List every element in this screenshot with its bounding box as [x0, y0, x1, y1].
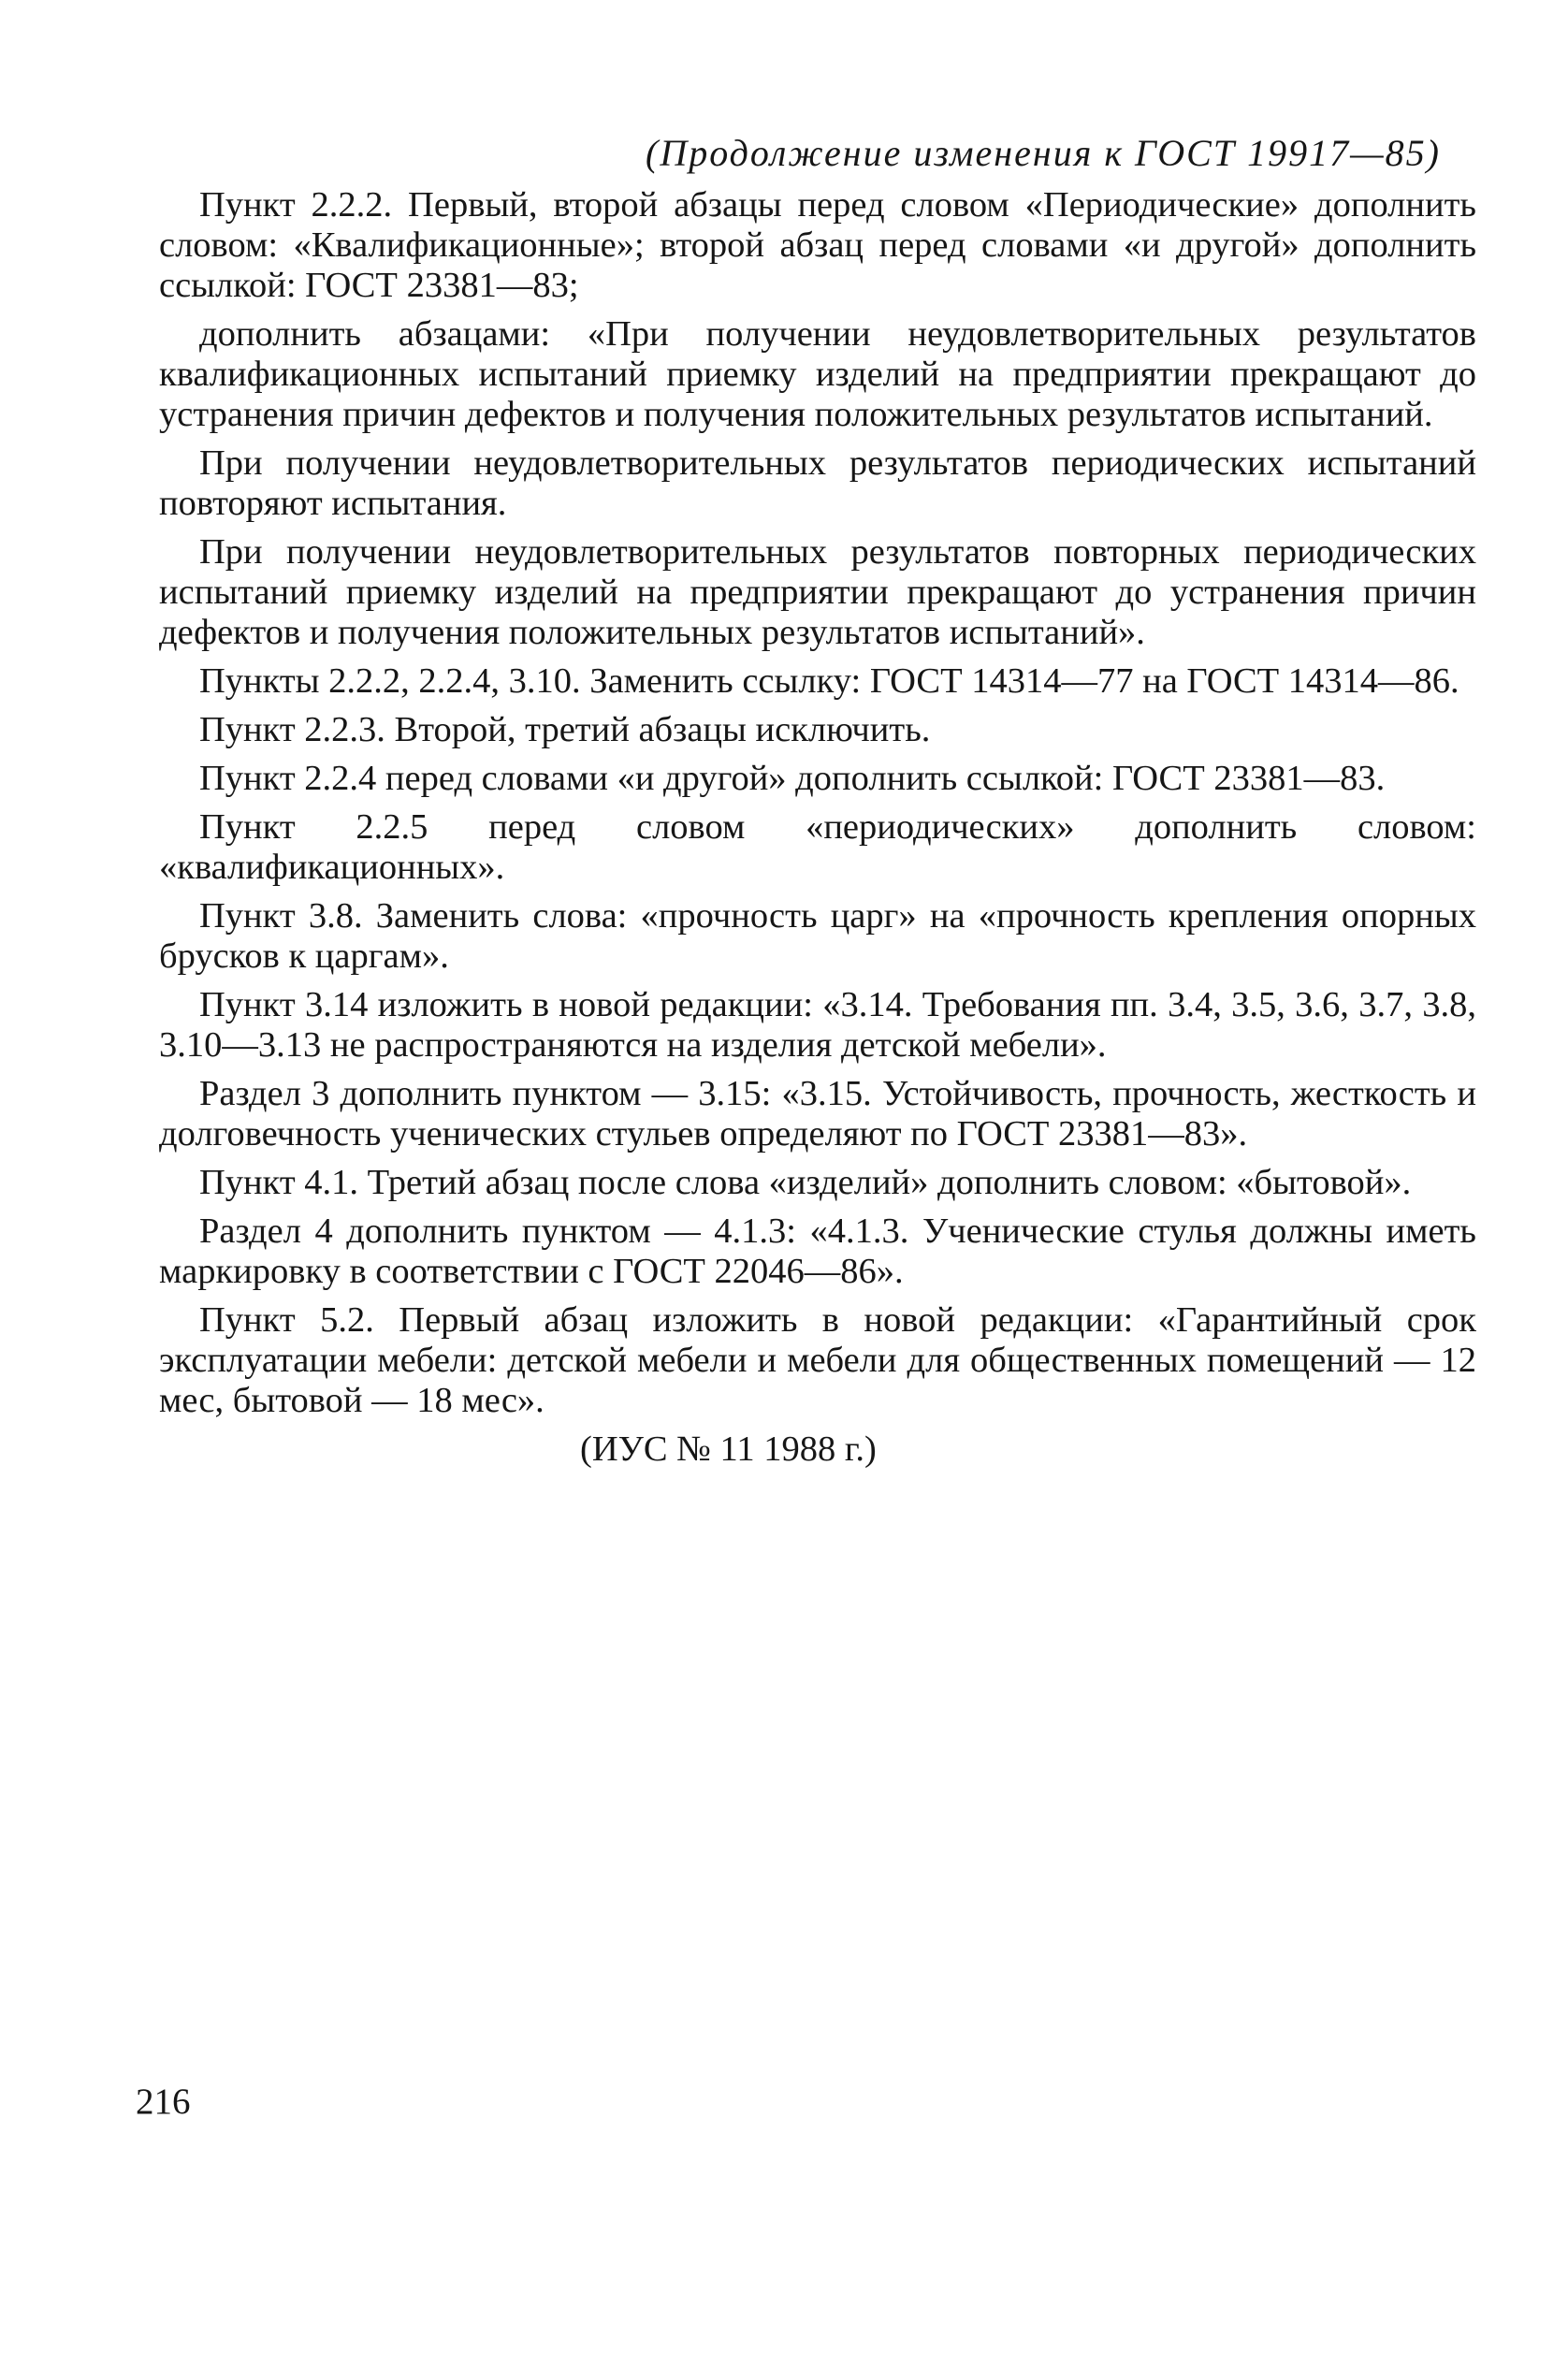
page-number: 216: [136, 2082, 191, 2122]
paragraph-section-3: Раздел 3 дополнить пунктом — 3.15: «3.15. Устойчивость, прочность, жесткость и долговечность ученических стульев определяют по ГОСТ 23381—83».: [159, 1074, 1476, 1153]
paragraph-point-2-2-5: Пункт 2.2.5 перед словом «периодических» дополнить словом: «квалификационных».: [159, 807, 1476, 887]
paragraph-point-4-1: Пункт 4.1. Третий абзац после слова «изделий» дополнить словом: «бытовой».: [199, 1163, 1412, 1202]
paragraph-point-2-2-3: Пункт 2.2.3. Второй, третий абзацы исключить.: [199, 710, 931, 749]
paragraph-point-5-2: Пункт 5.2. Первый абзац изложить в новой редакции: «Гарантийный срок эксплуатации мебели: детской мебели и мебели для общественных помещений — 12 мес, бытовой — 18 мес».: [159, 1300, 1476, 1420]
paragraph-reference-replacement: Пункты 2.2.2, 2.2.4, 3.10. Заменить ссылку: ГОСТ 14314—77 на ГОСТ 14314—86.: [199, 661, 1459, 701]
paragraph-repeated-tests: При получении неудовлетворительных результатов повторных периодических испытаний приемку изделий на предприятии прекращают до устранения причин дефектов и получения положительных результатов испытаний».: [159, 532, 1476, 652]
paragraph-periodic-tests: При получении неудовлетворительных результатов периодических испытаний повторяют испытания.: [159, 443, 1476, 523]
continuation-header: (Продолжение изменения к ГОСТ 19917—85): [646, 132, 1441, 174]
source-reference: (ИУС № 11 1988 г.): [580, 1429, 877, 1469]
paragraph-point-3-14: Пункт 3.14 изложить в новой редакции: «3.14. Требования пп. 3.4, 3.5, 3.6, 3.7, 3.8, 3.10—3.13 не распространяются на изделия детской мебели».: [159, 985, 1476, 1065]
paragraph-qualification-tests: дополнить абзацами: «При получении неудовлетворительных результатов квалификационных испытаний приемку изделий на предприятии прекращают до устранения причин дефектов и получения положительных результатов испытаний.: [159, 314, 1476, 434]
amendment-text: [159, 185, 1476, 1470]
paragraph-point-3-8: Пункт 3.8. Заменить слова: «прочность царг» на «прочность крепления опорных брусков к царгам».: [159, 896, 1476, 976]
paragraph-point-2-2-4: Пункт 2.2.4 перед словами «и другой» дополнить ссылкой: ГОСТ 23381—83.: [199, 759, 1386, 798]
paragraph-point-2-2-2: Пункт 2.2.2. Первый, второй абзацы перед словом «Периодические» дополнить словом: «Квалификационные»; второй абзац перед словами «и другой» дополнить ссылкой: ГОСТ 23381—83;: [159, 185, 1476, 305]
paragraph-section-4: Раздел 4 дополнить пунктом — 4.1.3: «4.1.3. Ученические стулья должны иметь маркировку в соответствии с ГОСТ 22046—86».: [159, 1212, 1476, 1291]
